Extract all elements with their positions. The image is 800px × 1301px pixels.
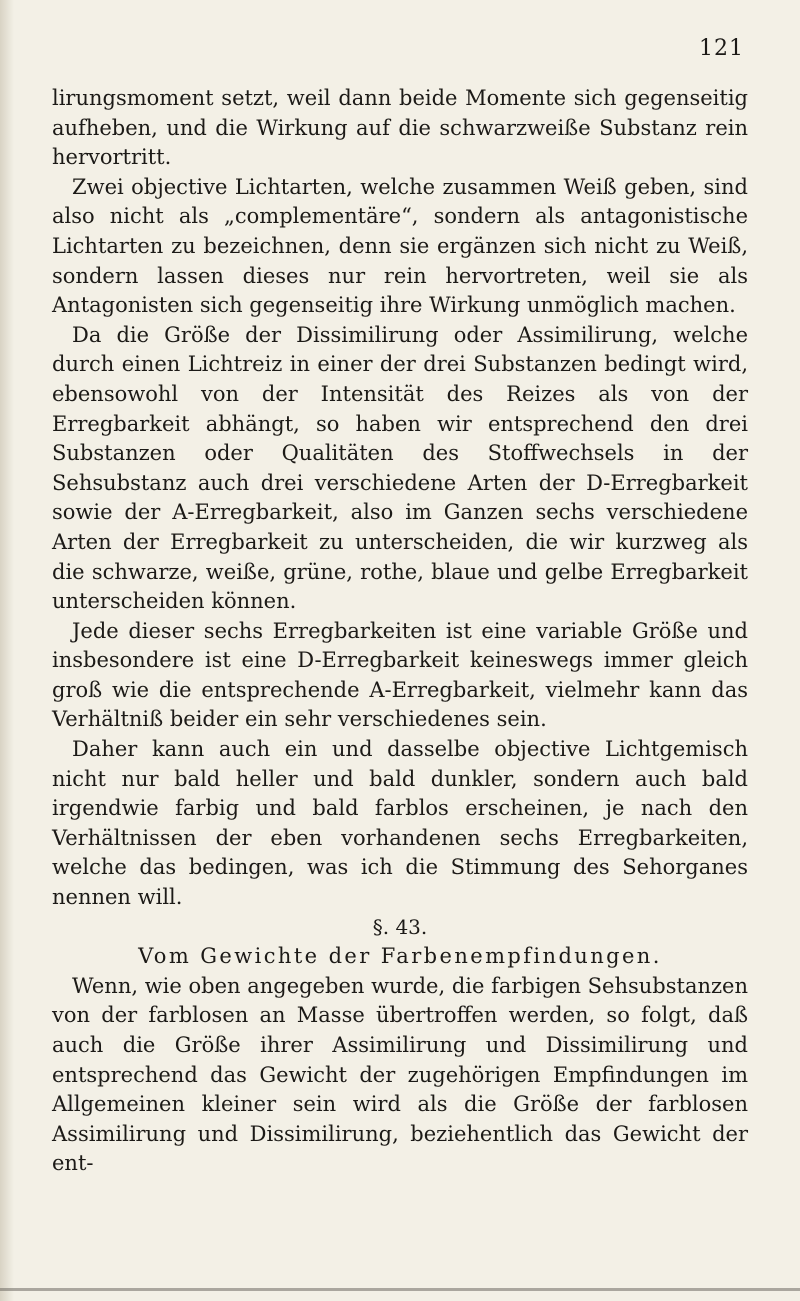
page-text: [52, 84, 748, 1179]
paragraph-4: Jede dieser sechs Erregbarkeiten ist eine variable Größe und insbesondere ist eine D-Erregbarkeit keineswegs immer gleich groß wie die entsprechende A-Erregbarkeit, vielmehr kann das Verhältniß beider ein sehr verschiedenes sein.: [52, 618, 748, 732]
page-number: 121: [699, 36, 744, 61]
binding-shadow: [0, 0, 14, 1301]
paragraph-1: lirungsmoment setzt, weil dann beide Momente sich gegenseitig aufheben, und die Wirkung auf die schwarzweiße Substanz rein hervortritt.: [52, 86, 748, 170]
section-title: Vom Gewichte der Farbenempfindungen.: [138, 944, 662, 969]
paragraph-3: Da die Größe der Dissimilirung oder Assimilirung, welche durch einen Lichtreiz in einer der drei Substanzen bedingt wird, ebensowohl von der Intensität des Reizes als von der Erregbarkeit abhängt, so haben wir entsprechend den drei Substanzen oder Qualitäten des Stoffwechsels in der Sehsubstanz auch drei verschiedene Arten der D-Erregbarkeit sowie der A-Erregbarkeit, also im Ganzen sechs verschiedene Arten der Erregbarkeit zu unterscheiden, die wir kurzweg als die schwarze, weiße, grüne, rothe, blaue und gelbe Erregbarkeit unterscheiden können.: [52, 322, 748, 614]
bottom-scan-edge: [0, 1288, 800, 1291]
paragraph-5: Daher kann auch ein und dasselbe objective Lichtgemisch nicht nur bald heller und bald dunkler, sondern auch bald irgendwie farbig und bald farblos erscheinen, je nach den Verhältnissen der eben vorhandenen sechs Erregbarkeiten, welche das bedingen, was ich die Stimmung des Sehorganes nennen will.: [52, 737, 748, 910]
section-number: §. 43.: [372, 914, 428, 939]
paragraph-2: Zwei objective Lichtarten, welche zusammen Weiß geben, sind also nicht als „complementäre“, sondern als antagonistische Lichtarten zu bezeichnen, denn sie ergänzen sich nicht zu Weiß, sondern lassen dieses nur rein hervortreten, weil sie als Antagonisten sich gegenseitig ihre Wirkung unmöglich machen.: [52, 174, 748, 318]
paragraph-6: Wenn, wie oben angegeben wurde, die farbigen Sehsubstanzen von der farblosen an Masse übertroffen werden, so folgt, daß auch die Größe ihrer Assimilirung und Dissimilirung und entsprechend das Gewicht der zugehörigen Empfindungen im Allgemeinen kleiner sein wird als die Größe der farblosen Assimilirung und Dissimilirung, beziehentlich das Gewicht der ent-: [52, 973, 749, 1176]
